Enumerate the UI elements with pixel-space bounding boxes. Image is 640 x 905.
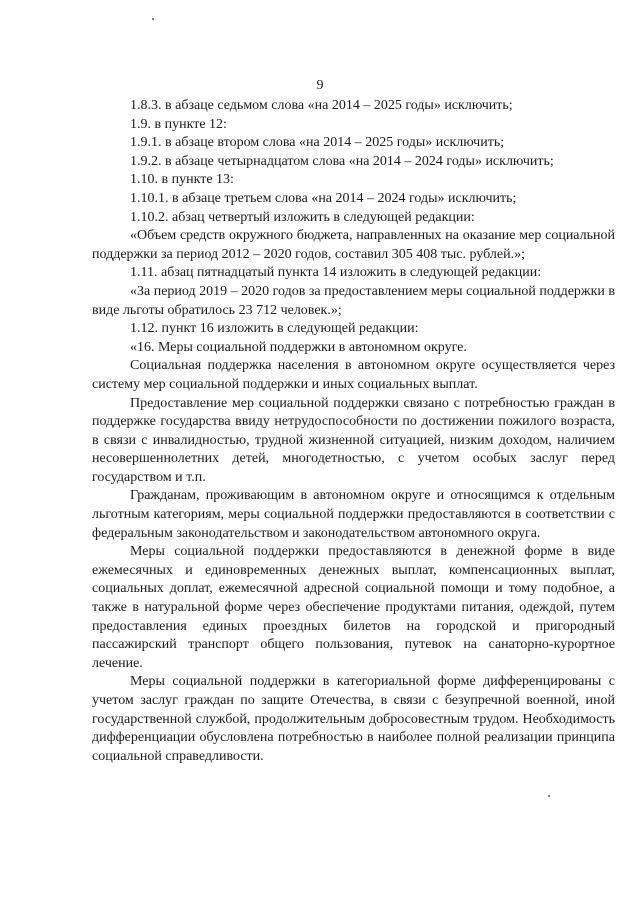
scan-speck — [152, 18, 154, 20]
paragraph-1-10: 1.10. в пункте 13: — [130, 172, 234, 188]
paragraph-1-11: 1.11. абзац пятнадцатый пункта 14 изложить в следующей редакции: — [130, 265, 542, 281]
paragraph-1-10-1: 1.10.1. в абзаце третьем слова «на 2014 – 2024 годы» исключить; — [130, 190, 517, 206]
paragraph-period-quote: «За период 2019 – 2020 годов за предоставлением меры социальной поддержки в виде льготы обратилось 23 712 человек.»; — [92, 283, 616, 318]
paragraph-1-8-3: 1.8.3. в абзаце седьмом слова «на 2014 – 2025 годы» исключить; — [130, 98, 513, 113]
paragraph-1-9: 1.9. в пункте 12: — [130, 116, 227, 132]
scan-speck — [548, 795, 550, 797]
paragraph-social-support: Социальная поддержка населения в автономном округе осуществляется через систему мер социальной поддержки и иных социальных выплат. — [92, 358, 615, 392]
paragraph-1-10-2: 1.10.2. абзац четвертый изложить в следующей редакции: — [130, 209, 475, 225]
paragraph-forms-of-support: Меры социальной поддержки предоставляются в денежной форме в виде ежемесячных и единовременных денежных выплат, компенсационных выплат, социальных доплат, ежемесячной адресной социальной помощи и тому подобное, а также в натуральной форме через обеспечение продуктами питания, одеждой, путем предоставления единых проездных билетов на городской и пригородный пассажирский транспорт общего пользования, путевок на санаторно-курортное лечение. — [92, 544, 615, 671]
paragraph-1-9-1: 1.9.1. в абзаце втором слова «на 2014 – 2025 годы» исключить; — [130, 135, 505, 151]
paragraph-1-9-2: 1.9.2. в абзаце четырнадцатом слова «на 2014 – 2024 годы» исключить; — [130, 153, 554, 169]
document-body — [92, 97, 615, 766]
page-number: 9 — [316, 78, 324, 93]
paragraph-1-12: 1.12. пункт 16 изложить в следующей редакции: — [130, 321, 419, 337]
paragraph-provision-reasons: Предоставление мер социальной поддержки связано с потребностью граждан в поддержке государства ввиду нетрудоспособности по достижении пожилого возраста, в связи с инвалидностью, трудной жизненной ситуацией, низким доходом, наличием несовершеннолетних детей, многодетностью, с учетом особых заслуг перед государством и т.п. — [92, 395, 615, 485]
paragraph-item-16-heading: «16. Меры социальной поддержки в автономном округе. — [130, 339, 467, 355]
paragraph-budget-quote: «Объем средств окружного бюджета, направленных на оказание мер социальной поддержки за период 2012 – 2020 годов, составил 305 408 тыс. рублей.»; — [92, 228, 615, 262]
paragraph-citizens: Гражданам, проживающим в автономном округе и относящимся к отдельным льготным категориям, меры социальной поддержки предоставляются в соответствии с федеральным законодательством и законодательством автономного округа. — [92, 488, 615, 541]
paragraph-categorical-form: Меры социальной поддержки в категориальной форме дифференцированы с учетом заслуг граждан по защите Отечества, в связи с безупречной военной, иной государственной службой, продолжительным добросовестным трудом. Необходимость дифференциации обусловлена потребностью в наиболее полной реализации принципа социальной справедливости. — [92, 674, 615, 764]
